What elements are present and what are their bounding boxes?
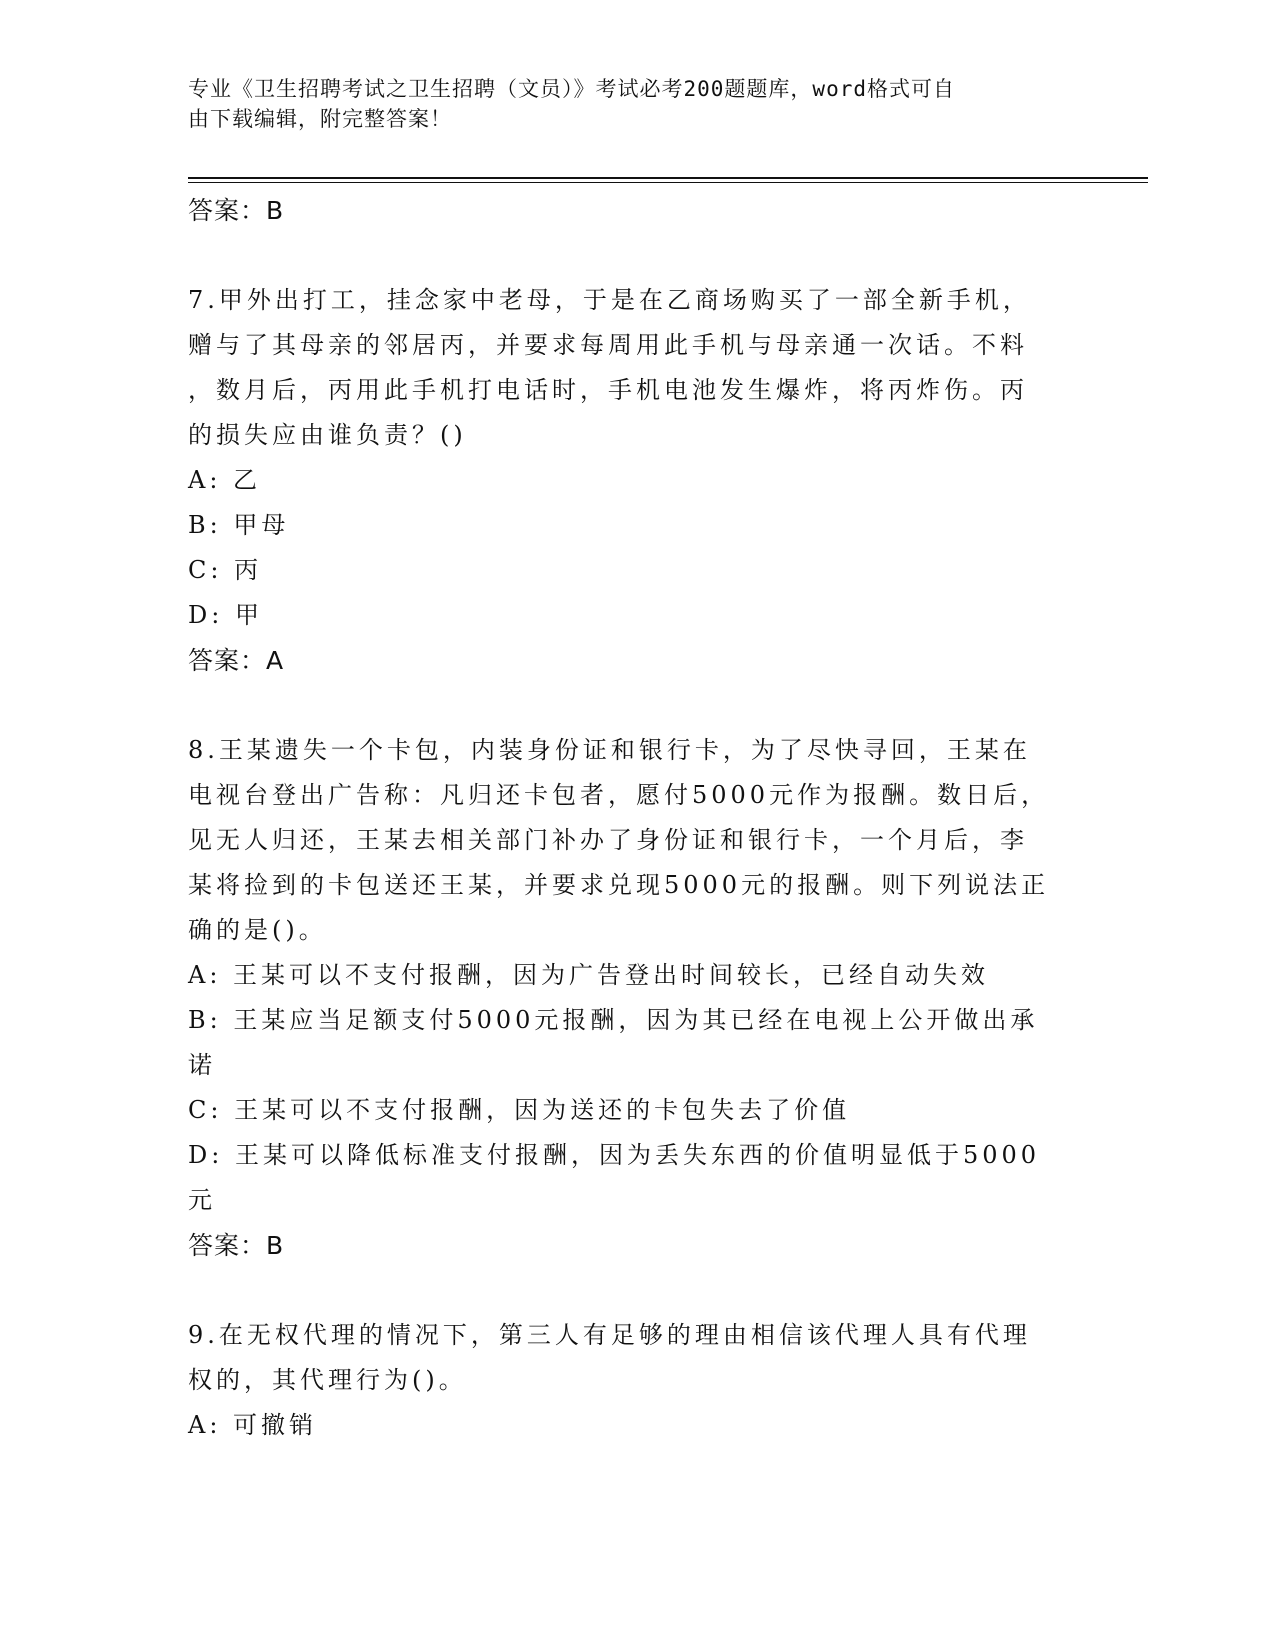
question-8-option-d-cont: 元 <box>188 1186 216 1214</box>
question-9 <box>188 1313 1068 1448</box>
question-9-line-1: 9.在无权代理的情况下，第三人有足够的理由相信该代理人具有代理 <box>188 1321 1031 1349</box>
question-8-answer: 答案：B <box>188 1231 285 1260</box>
question-8-line-2: 电视台登出广告称：凡归还卡包者，愿付5000元作为报酬。数日后， <box>188 781 1050 809</box>
document-header <box>188 74 1068 134</box>
question-7-line-1: 7.甲外出打工，挂念家中老母，于是在乙商场购买了一部全新手机， <box>188 286 1031 314</box>
spacer <box>188 1269 1068 1313</box>
document-body <box>188 188 1068 1448</box>
header-divider-thick <box>188 177 1148 179</box>
question-8-option-d: D: 王某可以降低标准支付报酬，因为丢失东西的价值明显低于5000 <box>188 1141 1041 1169</box>
question-7-line-3: ，数月后，丙用此手机打电话时，手机电池发生爆炸，将丙炸伤。丙 <box>188 376 1028 404</box>
question-7-option-d: D: 甲 <box>188 601 263 629</box>
question-8-option-b: B: 王某应当足额支付5000元报酬，因为其已经在电视上公开做出承 <box>188 1006 1039 1034</box>
question-7-answer: 答案：A <box>188 646 285 675</box>
question-7-option-a: A: 乙 <box>188 466 262 494</box>
question-8-line-1: 8.王某遗失一个卡包，内装身份证和银行卡，为了尽快寻回，王某在 <box>188 736 1031 764</box>
question-7-option-c: C: 丙 <box>188 556 263 584</box>
question-7-option-b: B: 甲母 <box>188 511 290 539</box>
header-line-1: 专业《卫生招聘考试之卫生招聘（文员）》考试必考200题题库，word格式可自 <box>188 77 955 101</box>
question-8-option-b-cont: 诺 <box>188 1051 216 1079</box>
question-8-option-a: A: 王某可以不支付报酬，因为广告登出时间较长，已经自动失效 <box>188 961 990 989</box>
question-8-line-4: 某将捡到的卡包送还王某，并要求兑现5000元的报酬。则下列说法正 <box>188 871 1050 899</box>
question-9-line-2: 权的，其代理行为()。 <box>188 1366 467 1394</box>
question-7 <box>188 278 1068 684</box>
spacer <box>188 684 1068 728</box>
answer-previous: 答案：B <box>188 196 285 225</box>
question-7-line-2: 赠与了其母亲的邻居丙，并要求每周用此手机与母亲通一次话。不料 <box>188 331 1028 359</box>
question-8-option-c: C: 王某可以不支付报酬，因为送还的卡包失去了价值 <box>188 1096 851 1124</box>
header-divider-thin <box>188 182 1148 183</box>
question-7-line-4: 的损失应由谁负责？() <box>188 421 467 449</box>
question-8-line-5: 确的是()。 <box>188 916 327 944</box>
question-8 <box>188 728 1068 1269</box>
header-line-2: 由下载编辑，附完整答案！ <box>188 107 452 131</box>
question-8-line-3: 见无人归还，王某去相关部门补办了身份证和银行卡，一个月后，李 <box>188 826 1028 854</box>
question-9-option-a: A: 可撤销 <box>188 1411 318 1439</box>
spacer <box>188 234 1068 278</box>
